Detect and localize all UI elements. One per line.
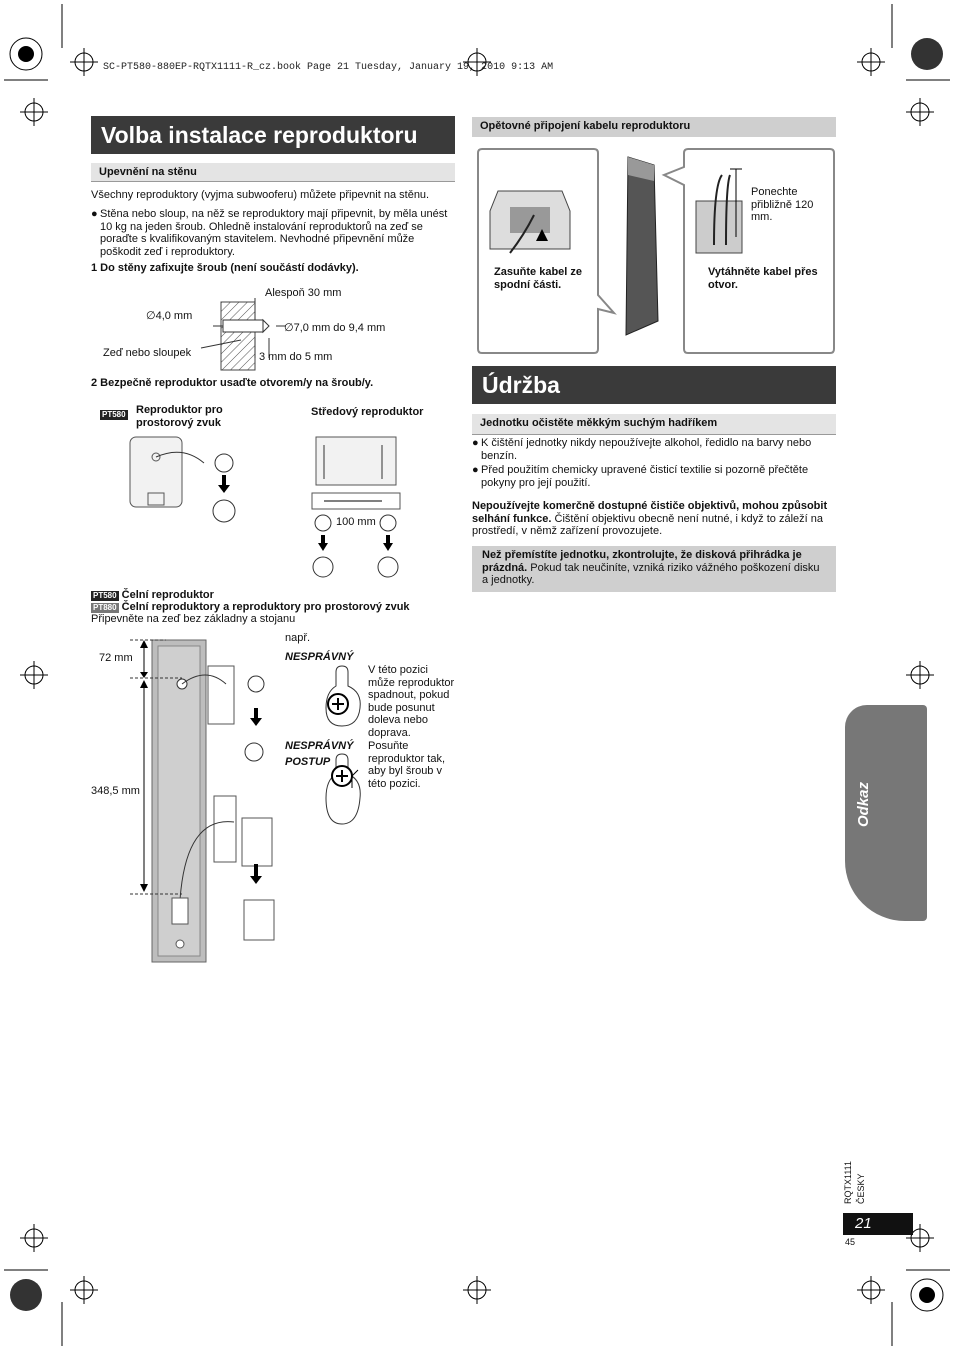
front-speaker-diagram	[126, 636, 286, 966]
list-item: ● Před použitím chemicky upravené čisticí textilie si pozorně přečtěte pokyny pro její použití.	[472, 464, 809, 489]
wrong-1-text: V této pozici může reproduktor spadnout, pokud bude posunut doleva nebo doprava.	[368, 664, 455, 739]
lens-cleaner-warning	[472, 500, 836, 538]
wall-mount-bullet: ● Stěna nebo sloup, na něž se reproduktory mají připevnit, by měla unést 10 kg na jeden šroub. Ohledně instalování reproduktorů na zeď se poraďte s kvalifikovaným stavitelem. Nevhodné připevnění může poškodit zeď i reproduktory.	[91, 208, 455, 258]
model-badge: PT580	[93, 591, 117, 600]
front-line-3: Připevněte na zeď bez základny a stojanu	[91, 613, 296, 625]
center-speaker-label: Středový reproduktor	[311, 406, 424, 418]
page-title: Volba instalace reproduktoru	[91, 116, 455, 154]
bullet-text: Před použitím chemicky upravené čisticí textilie si pozorně přečtěte pokyny pro její použití.	[481, 464, 809, 489]
dim-348mm: 348,5 mm	[91, 785, 140, 797]
front-speakers-text: Čelní reproduktory a reproduktory pro prostorový zvuk	[121, 601, 410, 613]
footer-lang: ČESKY	[856, 1173, 866, 1204]
list-item: ● K čištění jednotky nikdy nepoužívejte alkohol, ředidlo na barvy nebo benzín.	[472, 437, 812, 462]
label-min-30mm: Alespoň 30 mm	[265, 287, 342, 299]
center-speaker-diagram	[310, 435, 410, 581]
section-tab-label: Odkaz	[855, 781, 872, 827]
wall-mount-intro: Všechny reproduktory (vyjma subwooferu) můžete připevnit na stěnu.	[91, 189, 430, 201]
footer-lang-wrap	[856, 1168, 870, 1208]
front-speaker-text: Čelní reproduktor	[121, 589, 214, 601]
example-label: např.	[285, 632, 311, 644]
pt580-badge	[100, 404, 128, 422]
wrong-2-title-b: POSTUP	[285, 756, 331, 768]
maintenance-bullets	[472, 437, 836, 489]
footer-code: RQTX1111	[843, 1160, 853, 1204]
label-head-dia: ∅7,0 mm do 9,4 mm	[284, 322, 386, 334]
maintenance-heading: Jednotku očistěte měkkým suchým hadříkem	[472, 414, 836, 435]
bullet-text: Stěna nebo sloup, na něž se reproduktory mají připevnit, by měla unést 10 kg na jeden šroub. Ohledně instalování reproduktorů na zeď se poraďte s kvalifikovaným stavitelem. Nevhodné připevnění může poškodit zeď i reproduktory.	[100, 208, 448, 258]
surround-speaker-diagram	[128, 435, 248, 527]
label-dia-4mm: ∅4,0 mm	[146, 310, 193, 322]
keyhole-diagrams	[322, 664, 368, 830]
wrong-2-title-a: NESPRÁVNÝ	[285, 740, 354, 752]
sub-page-number: 45	[845, 1237, 856, 1247]
note-bold: Než přemístíte jednotku, zkontrolujte, že disková přihrádka je prázdná.	[482, 549, 802, 574]
bullet-text: K čištění jednotky nikdy nepoužívejte alkohol, ředidlo na barvy nebo benzín.	[481, 437, 812, 462]
wrong-1-title: NESPRÁVNÝ	[285, 651, 354, 663]
dim-72mm: 72 mm	[99, 652, 133, 664]
wall-mount-heading: Upevnění na stěnu	[91, 163, 455, 182]
page-number: 21	[843, 1213, 913, 1235]
note-text: Pokud tak neučiníte, vzniká riziko vážného poškození disku a jednotky.	[482, 561, 820, 586]
step-2: 2 Bezpečně reproduktor usaďte otvorem/y na šroub/y.	[91, 377, 374, 389]
label-gap: 3 mm do 5 mm	[259, 351, 333, 363]
section-tab[interactable]	[845, 705, 927, 921]
model-badge: PT880	[93, 603, 117, 612]
label-wall: Zeď nebo sloupek	[103, 347, 192, 359]
footer-code-wrap	[843, 1158, 857, 1208]
section-tab-label-wrap	[853, 777, 877, 847]
maintenance-title: Údržba	[472, 366, 836, 404]
wrong-2-text: Posuňte reproduktor tak, aby byl šroub v této pozici.	[368, 740, 446, 790]
reconnect-diagram	[474, 145, 838, 358]
front-line-2	[91, 601, 455, 614]
leave-length-label: Ponechte přibližně 120 mm.	[751, 186, 814, 223]
center-distance-label: 100 mm	[336, 516, 376, 528]
step-1: 1 Do stěny zafixujte šroub (není součástí dodávky).	[91, 262, 359, 274]
insert-cable-label: Zasuňte kabel ze spodní části.	[494, 266, 583, 291]
model-badge: PT580	[102, 410, 126, 419]
file-info-header: SC-PT580-880EP-RQTX1111-R_cz.book Page 21 Tuesday, January 19, 2010 9:13 AM	[103, 62, 554, 73]
warning-text: Čištění objektivu obecně není nutné, i když to záleží na prostředí, v němž zařízení provozujete.	[472, 512, 823, 537]
disc-tray-note	[472, 546, 836, 592]
reconnect-heading: Opětovné připojení kabelu reproduktoru	[472, 117, 836, 137]
warning-bold: Nepoužívejte komerčně dostupné čističe objektivů, mohou způsobit selhání funkce.	[472, 500, 828, 525]
pull-cable-label: Vytáhněte kabel přes otvor.	[708, 266, 818, 291]
surround-speaker-label: Reproduktor pro prostorový zvuk	[136, 404, 223, 429]
front-line-1	[91, 589, 455, 602]
